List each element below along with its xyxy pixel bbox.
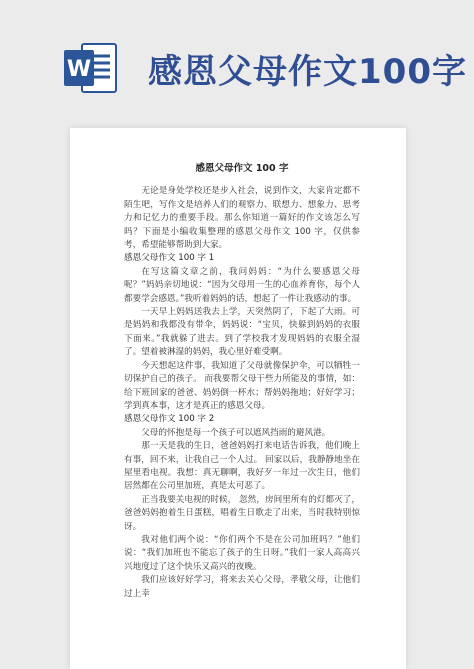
document-title: 感恩父母作文 100 字 [195, 163, 289, 174]
paragraph: 在写这篇文章之前，我问妈妈：“为什么要感恩父母呢？”妈妈亲切地说：“因为父母用一生的心血养育你，每个人都要学会感恩。”我听着妈妈的话，想起了一件让我感动的事。 [124, 266, 360, 304]
paragraph: 今天想起这件事，我知道了父母就像保护伞，可以牺牲一切保护自己的孩子。 而我要帮父母干些力所能及的事情，如：给下班回家的爸爸、妈妈倒一杯水；帮妈妈拖地；好好学习；学到真本事，这才是真正的感恩父母。 [124, 360, 360, 411]
section-heading-2: 感恩父母作文 100 字 2 [124, 414, 215, 425]
word-logo-letter: W [66, 57, 92, 82]
paragraph: 我们应该好好学习，将来去关心父母，孝敬父母，让他们过上幸 [124, 575, 360, 599]
intro-paragraph: 无论是身处学校还是步入社会，说到作文，大家肯定都不陌生吧，写作文是培养人们的观察力、联想力、想象力、思考力和记忆力的重要手段。那么你知道一篇好的作文该怎么写吗？下面是小编收集整理的感恩父母作文 100 字，仅供参考，希望能够帮助到大家。 [124, 186, 360, 251]
paragraph: 父母的怀抱是每一个孩子可以遮风挡雨的避风港。 [141, 427, 331, 438]
document-body [124, 162, 360, 601]
paragraph: 我对他们两个说：“你们两个不是在公司加班吗？”他们说：“我们加班也不能忘了孩子的生日呀。”我们一家人高高兴兴地度过了这个快乐又高兴的夜晚。 [124, 534, 360, 572]
banner [0, 0, 474, 118]
word-document-icon [62, 40, 120, 96]
document-page [70, 128, 406, 669]
paragraph: 正当我要关电视的时候， 忽然，房间里所有的灯都灭了，爸爸妈妈抱着生日蛋糕，唱着生日歌走了出来，当时我特别惊讶。 [124, 494, 360, 532]
paragraph: 一天早上妈妈送我去上学，天突然阴了，下起了大雨。可是妈妈和我都没有带伞，妈妈说：“宝贝，快躲到妈妈的衣服下面来。”我就躲了进去。到了学校我才发现妈妈的衣服全湿了。望着被淋湿的妈妈，我心里好难受啊。 [124, 307, 360, 358]
paragraph: 那一天是我的生日，爸爸妈妈打来电话告诉我，他们晚上有事，回不来，让我自己一个人过。 回家以后，我静静地坐在屋里看电视。我想：真无聊啊，我好歹一年过一次生日，他们居然都在公司里加班，真是太可恶了。 [124, 441, 360, 492]
section-heading-1: 感恩父母作文 100 字 1 [124, 253, 215, 264]
banner-title: 感恩父母作文100字 [148, 52, 467, 92]
